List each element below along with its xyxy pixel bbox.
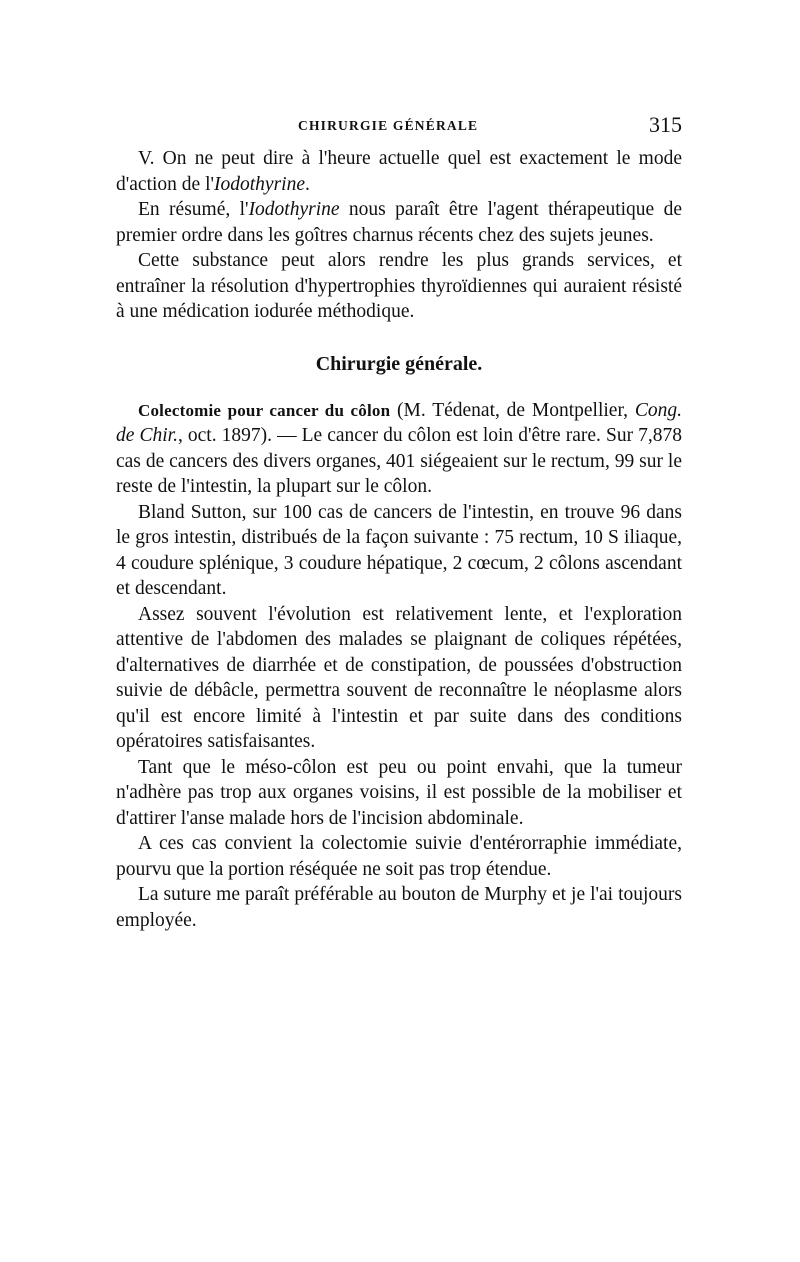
running-title: CHIRURGIE GÉNÉRALE (298, 118, 479, 133)
paragraph-evolution: Assez souvent l'évolution est relativement lente, et l'exploration attentive de l'abdomen des malades se plaignant de coliques répétées, d'alternatives de diarrhée et de constipation, de poussées d'obstruction suivie de débâcle, permettra souvent de reconnaître le néoplasme alors qu'il est encore limité à l'intestin et par suite dans des conditions opératoires satisfaisantes. (116, 603, 682, 752)
paragraph-substance: Cette substance peut alors rendre les plus grands services, et entraîner la résolution d'hypertrophies thyroïdiennes qui auraient résisté à une médication iodurée méthodique. (116, 250, 682, 322)
book-page (116, 112, 682, 933)
paragraph-article-intro: Colectomie pour cancer du côlon (M. Tédenat, de Montpellier, Cong. de Chir., oct. 1897). — Le cancer du côlon est loin d'être rare. Sur 7,878 cas de cancers des divers organes, 401 siégeaient sur le rectum, 99 sur le reste de l'intestin, la plupart sur le côlon. (116, 399, 683, 497)
section-heading: Chirurgie générale. (315, 352, 483, 375)
running-header (116, 112, 682, 146)
article-title: Colectomie pour cancer du côlon (138, 400, 391, 420)
paragraph-meso-colon: Tant que le méso-côlon est peu ou point envahi, que la tumeur n'adhère pas trop aux organes voisins, il est possible de la mobiliser et d'attirer l'anse malade hors de l'incision abdominale. (116, 756, 682, 829)
paragraph-summary: En résumé, l'Iodothyrine nous paraît être l'agent thérapeutique de premier ordre dans les goîtres charnus récents chez des sujets jeunes. (116, 199, 682, 246)
paragraph-bland-sutton: Bland Sutton, sur 100 cas de cancers de l'intestin, en trouve 96 dans le gros intestin, distribués de la façon suivante : 75 rectum, 10 S iliaque, 4 coudure splénique, 3 coudure hépatique, 2 cœcum, 2 côlons ascendant et descendant. (116, 501, 682, 599)
paragraph-suture: La suture me paraît préférable au bouton de Murphy et je l'ai toujours employée. (116, 884, 682, 931)
page-number: 315 (649, 112, 682, 137)
paragraph-iodothyrine-mode: V. On ne peut dire à l'heure actuelle quel est exactement le mode d'action de l'Iodothyrine. (116, 148, 682, 195)
paragraph-colectomie: A ces cas convient la colectomie suivie d'entérorraphie immédiate, pourvu que la portion réséquée ne soit pas trop étendue. (116, 833, 682, 880)
